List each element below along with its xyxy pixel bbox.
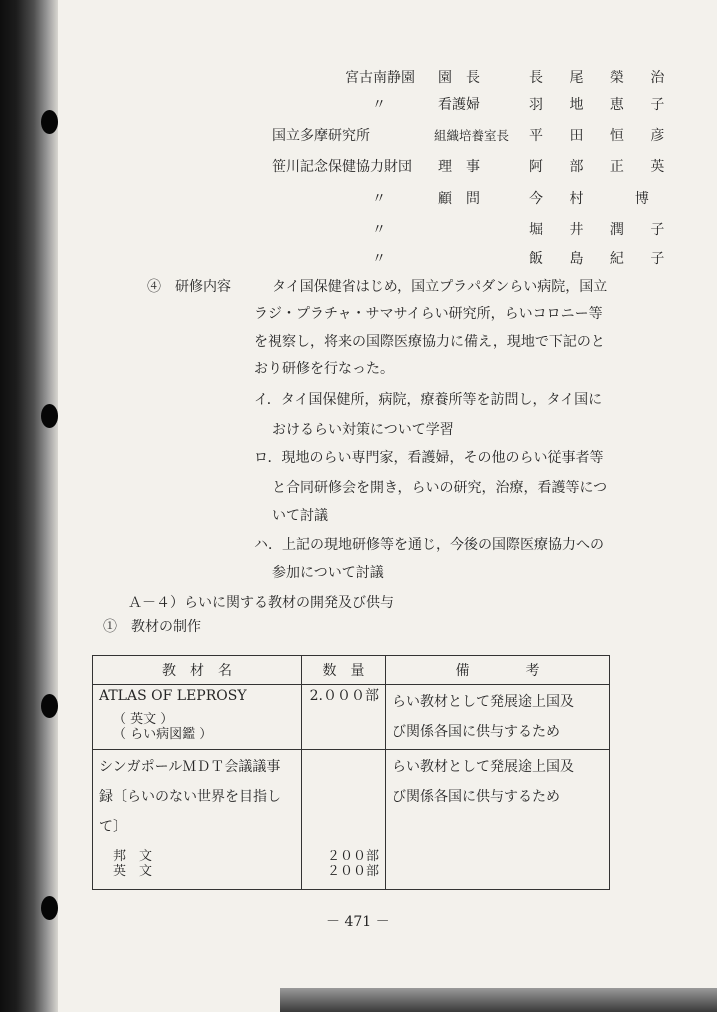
staff-name: 今 村 博 [529, 191, 660, 207]
staff-title: 顧 問 [438, 191, 480, 207]
staff-name: 長 尾 榮 治 [529, 70, 676, 86]
staff-org: 〃 [372, 222, 386, 238]
quantity: ２００部 [326, 849, 379, 864]
header-remarks: 備 考 [386, 656, 610, 685]
binder-hole [41, 694, 58, 718]
staff-name: 阿 部 正 英 [529, 159, 676, 175]
material-name-cell [93, 685, 302, 750]
staff-name: 堀 井 潤 子 [529, 222, 676, 238]
training-item: おけるらい対策について学習 [272, 422, 454, 438]
header-quantity: 数 量 [302, 656, 386, 685]
staff-org: 笹川記念保健協力財団 [272, 159, 412, 175]
remark-line: び関係各国に供与するため [392, 724, 560, 740]
binder-hole [41, 404, 58, 428]
staff-org: 宮古南静園 [345, 70, 415, 86]
subsection-heading: ① 教材の制作 [103, 619, 201, 635]
quantity: 2.０００部 [309, 688, 379, 704]
quantity-cell [302, 750, 386, 890]
binder-edge [0, 0, 58, 1012]
staff-title: 看護婦 [438, 97, 480, 113]
training-item: 参加について討議 [272, 565, 384, 581]
header-material: 教 材 名 [93, 656, 302, 685]
remark-line: らい教材として発展途上国及 [392, 759, 574, 775]
staff-name: 飯 島 紀 子 [529, 251, 676, 267]
remarks-cell [386, 750, 610, 890]
remarks-cell [386, 685, 610, 750]
staff-org: 国立多摩研究所 [272, 128, 370, 144]
staff-title: 園 長 [438, 70, 480, 86]
training-item: イ．タイ国保健所，病院，療養所等を訪問し，タイ国に [254, 392, 603, 408]
material-name-cell [93, 750, 302, 890]
section-heading: Ａ－４）らいに関する教材の開発及び供与 [128, 595, 394, 611]
material-name: ATLAS OF LEPROSY [99, 688, 247, 704]
material-name: て〕 [99, 819, 127, 835]
material-note: （ らい病図鑑 ） [113, 727, 213, 742]
quantity-cell [302, 685, 386, 750]
training-item: と合同研修会を開き，らいの研究，治療，看護等につ [272, 480, 608, 496]
training-line: タイ国保健省はじめ，国立プラパダンらい病院，国立 [272, 279, 608, 295]
table-row [93, 685, 610, 750]
table-row [93, 750, 610, 890]
training-item: ロ．現地のらい専門家，看護婦，その他のらい従事者等 [254, 450, 604, 466]
binder-hole [41, 896, 58, 920]
staff-org: 〃 [372, 251, 386, 267]
training-line: おり研修を行なった。 [254, 361, 394, 377]
training-item: ハ．上記の現地研修等を通じ，今後の国際医療協力への [254, 537, 604, 553]
materials-table [92, 655, 610, 890]
staff-org: 〃 [372, 97, 386, 113]
staff-org: 〃 [372, 191, 386, 207]
training-line: を視察し，将来の国際医療協力に備え，現地で下記のと [254, 334, 605, 350]
staff-name: 羽 地 恵 子 [529, 97, 676, 113]
material-note: （ 英文 ） [113, 712, 174, 727]
page-number: － 471 － [326, 914, 390, 930]
material-name: 録〔らいのない世界を目指し [99, 789, 281, 805]
staff-title: 理 事 [438, 159, 480, 175]
staff-title: 組織培養室長 [434, 128, 510, 143]
remark-line: び関係各国に供与するため [392, 789, 560, 805]
remark-line: らい教材として発展途上国及 [392, 694, 574, 710]
table-header-row [93, 656, 610, 685]
quantity: ２００部 [326, 864, 379, 879]
training-item: いて討議 [272, 508, 328, 524]
training-label: ④ 研修内容 [147, 279, 231, 295]
scan-shadow [280, 988, 717, 1012]
training-line: ラジ・プラチャ・サマサイらい研究所，らいコロニー等 [254, 306, 603, 322]
staff-name: 平 田 恒 彦 [529, 128, 676, 144]
binder-hole [41, 110, 58, 134]
language-label: 英 文 [113, 864, 153, 879]
material-name: シンガポールＭＤＴ会議議事 [99, 759, 281, 775]
language-label: 邦 文 [113, 849, 153, 864]
